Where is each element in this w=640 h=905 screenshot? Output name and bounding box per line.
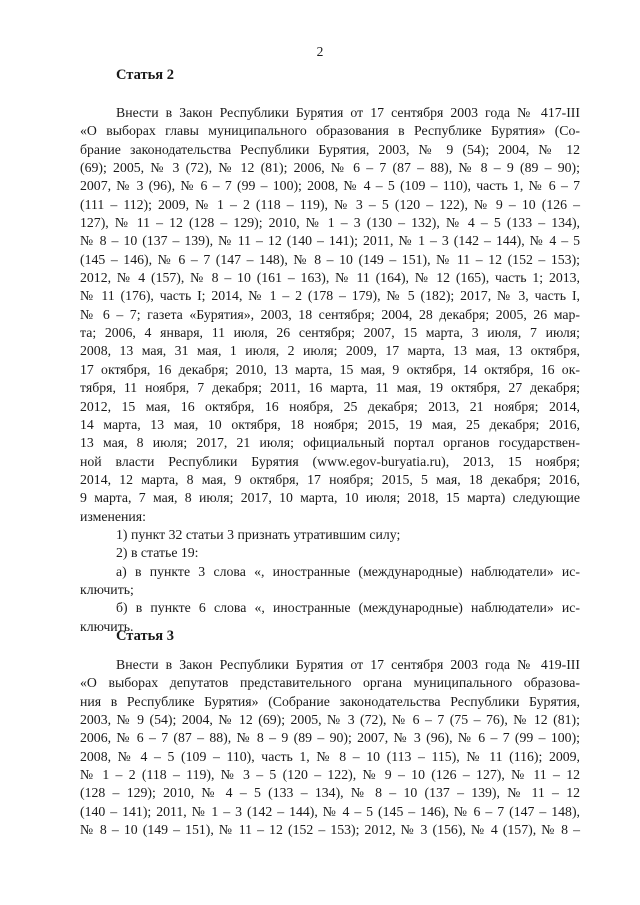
paragraph-line: та; 2006, 4 января, 11 июля, 26 сентября; 2007, 15 марта, 3 июля, 7 июля; xyxy=(80,325,580,341)
paragraph-line: № 8 – 10 (137 – 139), № 11 – 12 (140 – 141); 2011, № 1 – 3 (142 – 144), № 4 – 5 xyxy=(80,233,580,249)
paragraph-line: 2003, № 9 (54); 2004, № 12 (69); 2005, № 3 (72), № 6 – 7 (75 – 76), № 12 (81); xyxy=(80,712,580,728)
article-3-heading: Статья 3 xyxy=(116,628,174,644)
paragraph-line: № 6 – 7; газета «Бурятия», 2003, 18 сентября; 2004, 28 декабря; 2005, 26 мар- xyxy=(80,306,580,322)
paragraph-line: ния в Республике Бурятия» (Собрание законодательства Республики Бурятия, xyxy=(80,693,580,709)
list-item: 2) в статье 19: xyxy=(116,545,199,561)
article-2-heading: Статья 2 xyxy=(116,67,174,83)
paragraph-line: изменения: xyxy=(80,508,146,524)
paragraph-line: 14 марта, 13 мая, 10 октября, 18 ноября; 2015, 19 мая, 25 декабря; 2016, xyxy=(80,416,580,432)
paragraph-line: (128 – 129); 2010, № 4 – 5 (133 – 134), № 8 – 10 (137 – 139), № 11 – 12 xyxy=(80,785,580,801)
paragraph-line: ной власти Республики Бурятия (www.egov-buryatia.ru), 2013, 15 ноября; xyxy=(80,453,580,469)
paragraph-line: 9 марта, 7 мая, 8 июля; 2017, 10 марта, 10 июля; 2018, 15 марта) следующие xyxy=(80,490,580,506)
paragraph-line: № 11 (176), часть I; 2014, № 1 – 2 (178 – 179), № 5 (182); 2017, № 3, часть I, xyxy=(80,288,580,304)
paragraph-line: брание законодательства Республики Бурятия, 2003, № 9 (54); 2004, № 12 xyxy=(80,141,580,157)
paragraph-line: № 8 – 10 (149 – 151), № 11 – 12 (152 – 153); 2012, № 3 (156), № 4 (157), № 8 – xyxy=(80,822,580,838)
paragraph-line: 2012, № 4 (157), № 8 – 10 (161 – 163), № 11 (164), № 12 (165), часть 1; 2013, xyxy=(80,270,580,286)
list-item: 1) пункт 32 статьи 3 признать утратившим силу; xyxy=(116,526,401,542)
article-3-body xyxy=(80,656,580,839)
paragraph-line: Внести в Закон Республики Бурятия от 17 сентября 2003 года № 417-III xyxy=(116,105,580,120)
article-2-body xyxy=(80,104,580,636)
paragraph-line: ключить. xyxy=(80,618,134,634)
paragraph-line: 2007, № 3 (96), № 6 – 7 (99 – 100); 2008, № 4 – 5 (109 – 110), часть 1, № 6 – 7 xyxy=(80,178,580,194)
paragraph-line: Внести в Закон Республики Бурятия от 17 сентября 2003 года № 419-III xyxy=(116,657,580,672)
paragraph-line: «О выборах депутатов представительного органа муниципального образова- xyxy=(80,675,580,691)
paragraph-line: 2006, № 6 – 7 (87 – 88), № 8 – 9 (89 – 90); 2007, № 3 (96), № 6 – 7 (99 – 100); xyxy=(80,730,580,746)
paragraph-line: ключить; xyxy=(80,581,134,597)
list-item: б) в пункте 6 слова «, иностранные (международные) наблюдатели» ис- xyxy=(116,600,580,616)
paragraph-line: 127), № 11 – 12 (128 – 129); 2010, № 1 – 3 (130 – 132), № 4 – 5 (133 – 134), xyxy=(80,215,580,231)
paragraph-line: (145 – 146), № 6 – 7 (147 – 148), № 8 – 10 (149 – 151), № 11 – 12 (152 – 153); xyxy=(80,251,580,267)
paragraph-line: 2012, 15 мая, 16 октября, 16 ноября, 25 декабря; 2013, 21 ноября; 2014, xyxy=(80,398,580,414)
paragraph-line: 17 октября, 16 декабря; 2010, 13 марта, 15 мая, 9 октября, 14 октября, 16 ок- xyxy=(80,361,580,377)
paragraph-line: (69); 2005, № 3 (72), № 12 (81); 2006, № 6 – 7 (87 – 88), № 8 – 9 (89 – 90); xyxy=(80,160,580,176)
paragraph-line: 2008, № 4 – 5 (109 – 110), часть 1, № 8 – 10 (113 – 115), № 11 (116); 2009, xyxy=(80,748,580,764)
page-number: 2 xyxy=(316,44,324,59)
paragraph-line: 2014, 12 марта, 8 мая, 9 октября, 17 ноября; 2015, 5 мая, 18 декабря; 2016, xyxy=(80,471,580,487)
paragraph-line: (111 – 112); 2009, № 1 – 2 (118 – 119), № 3 – 5 (120 – 122), № 9 – 10 (126 – xyxy=(80,196,580,212)
paragraph-line: (140 – 141); 2011, № 1 – 3 (142 – 144), № 4 – 5 (145 – 146), № 6 – 7 (147 – 148), xyxy=(80,803,580,819)
list-item: а) в пункте 3 слова «, иностранные (международные) наблюдатели» ис- xyxy=(116,563,580,579)
paragraph-line: 2008, 13 мая, 31 мая, 1 июля, 2 июля; 2009, 17 марта, 13 мая, 13 октября, xyxy=(80,343,580,359)
paragraph-line: 13 мая, 8 июля; 2017, 21 июля; официальный портал органов государствен- xyxy=(80,435,580,451)
paragraph-line: «О выборах главы муниципального образования в Республике Бурятия» (Со- xyxy=(80,123,580,139)
paragraph-line: № 1 – 2 (118 – 119), № 3 – 5 (120 – 122), № 9 – 10 (126 – 127), № 11 – 12 xyxy=(80,767,580,783)
paragraph-line: тября, 11 ноября, 7 декабря; 2011, 16 марта, 11 мая, 19 октября, 27 декабря; xyxy=(80,380,580,396)
